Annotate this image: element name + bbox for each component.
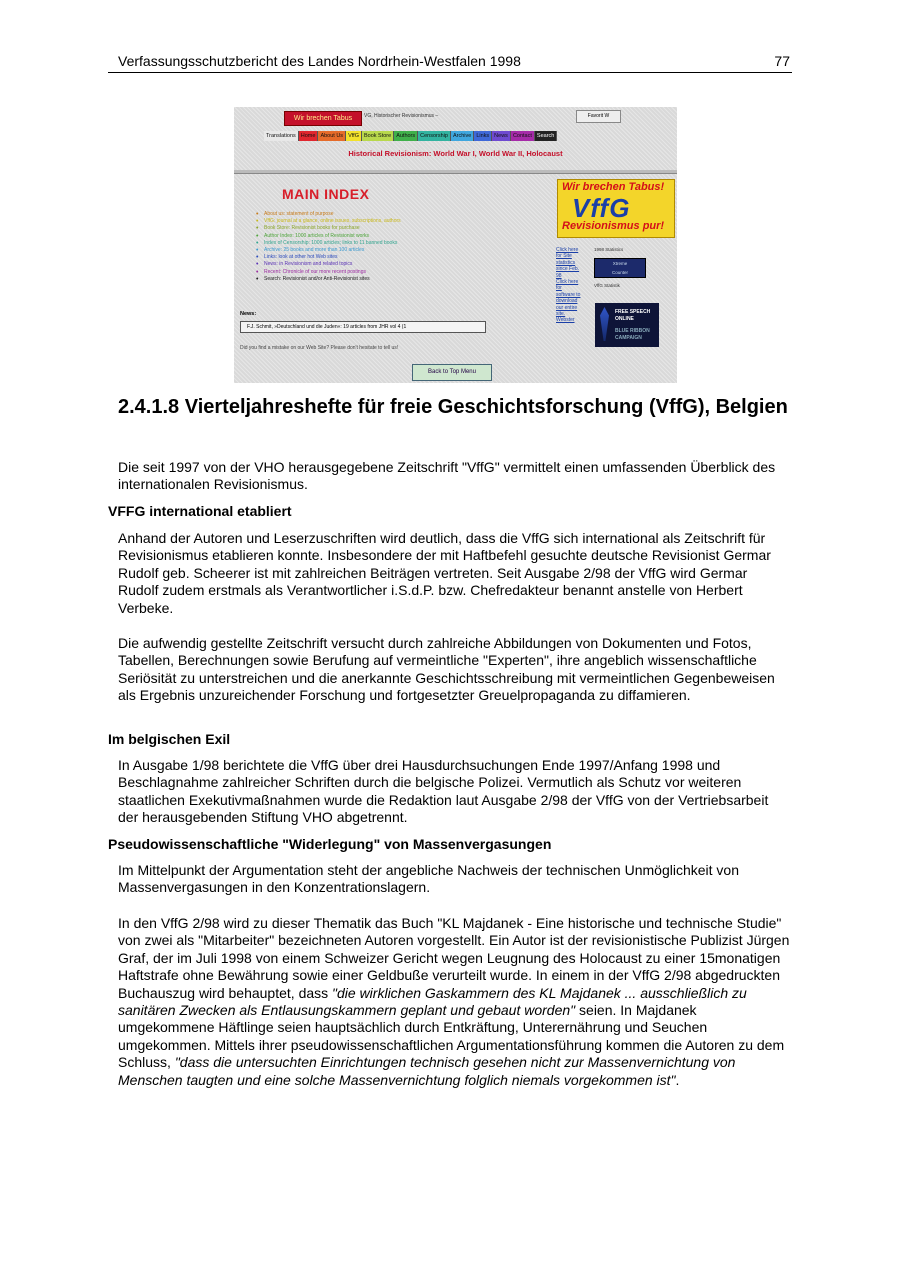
figure-side-link: Click here [556,247,579,253]
figure-nav-item: About Us [318,131,346,141]
figure-nav-item: Links [474,131,492,141]
figure-side-link: for [556,285,562,292]
figure-news-label: News: [240,311,257,317]
figure-side-link: since Feb. [556,266,580,273]
counter-line2: Counter [611,270,628,275]
figure-side-link: software to [556,291,581,298]
blue-ribbon-icon [600,307,609,341]
figure-side-link: Webster [556,317,575,324]
figure-main-index-title: MAIN INDEX [282,186,370,202]
vffg-logo-line1: Wir brechen Tabus! [562,181,665,193]
figure-side-link: statistics [556,259,576,266]
figure-nav-item: Contact [511,131,535,141]
figure-back-to-top-button: Back to Top Menu [412,364,492,381]
majdanek-text-1: In den VffG 2/98 wird zu dieser Thematik das Buch "KL Majdanek - Eine historische und technische Studie" von zwei als "Mitarbeiter" bezeichneten Autoren vorgestellt. Ein Autor ist der revisionistische Publizist Jürgen Graf, der im Juli 1998 von einem Schweizer Gericht wegen Leugnung des Holocaust zu einer 15monatigen Haftstrafe ohne Bewährung sowie einer Geldbuße verurteilt wurde. In einem in der VffG 2/98 abgedruckten Buchauszug wird behauptet, dass [118,915,790,1001]
free-speech-text: FREE SPEECH ONLINE [615,309,651,322]
majdanek-quote-2: "dass die untersuchten Einrichtungen technisch gesehen nicht zur Massenvernichtung von Menschen taugten und eine solche Massenvernichtung folglich niemals vorgekommen ist" [118,1054,736,1088]
running-title: Verfassungsschutzbericht des Landes Nordrhein-Westfalen 1998 [118,53,521,69]
intro-paragraph: Die seit 1997 von der VHO herausgegebene Zeitschrift "VffG" vermittelt einen umfassenden Überblick des internationalen Revisionismus. [118,459,776,493]
figure-side-links [556,247,592,324]
header-rule [108,72,792,73]
subheading-international: VFFG international etabliert [108,503,292,519]
paragraph-argumentation: Im Mittelpunkt der Argumentation steht der angebliche Nachweis der technischen Unmöglichkeit von Massenvergasungen in den Konzentrationslagern. [118,862,739,896]
majdanek-text-2: seien. In Majdanek umgekommene Häftlinge seien hauptsächlich durch Entkräftung, Unterernährung und Seuchen umgekommen. Mittels ihrer pseudowissenschaftlichen Argumentationsführung kommen die Autoren zu dem Schluss, [118,1002,785,1071]
paragraph-journal-method: Die aufwendig gestellte Zeitschrift versucht durch zahlreiche Abbildungen von Dokumenten und Fotos, Tabellen, Berechnungen sowie Berufung auf vermeintliche "Experten", ihre angeblich wissenschaftliche Seriösität zu unterstreichen und die anerkannte Geschichtsschreibung mit vermeintlichen Gegenbeweisen als Ergebnis unzureichender Forschung und fortgesetzter Greuelpropaganda zu diffamieren. [118,635,775,704]
figure-side-caption-2: VffG Statistik [594,283,620,288]
figure-nav-item: News [492,131,511,141]
figure-mistake-note: Did you find a mistake on our Web Site? Please don't hesitate to tell us! [240,345,399,351]
figure-top-bar [234,107,677,129]
figure-side-link: our entire [556,304,578,311]
counter-line1: Xtreme [612,261,628,266]
figure-index-item: • About us: statement of purpose [256,211,566,218]
figure-nav-item: Censorship [418,131,451,141]
figure-index-item: • Author Index: 1000 articles of Revisionist works [256,233,566,240]
figure-top-note: VG, Historischer Revisionismus – [364,113,439,119]
figure-news-box: F.J. Schmit, »Deutschland und die Juden«: 19 articles from JHR vol 4 (1 [240,321,486,333]
figure-nav-item: Archive [451,131,474,141]
figure-index-item: • Book Store: Revisionist books for purchase [256,225,566,232]
vffg-logo [557,179,675,238]
figure-favorite-button: Favorit W [576,110,621,123]
figure-tabus-button: Wir brechen Tabus [284,111,362,126]
figure-subtitle: Historical Revisionism: World War I, World War II, Holocaust [348,149,563,158]
figure-nav-item: Authors [394,131,418,141]
figure-nav-bar [264,131,557,141]
free-speech-banner [595,303,659,347]
subheading-exile: Im belgischen Exil [108,731,231,747]
figure-divider [234,170,677,174]
figure-side-link: Click here [556,279,579,286]
figure-index-list [256,211,566,283]
paragraph-majdanek [118,915,790,1089]
figure-index-item: • Index of Censorship: 1000 articles; links to 11 banned books [256,240,566,247]
figure-index-item: • Search: Revisionist and/or Anti-Revisionist sites [256,276,566,283]
blue-ribbon-text: BLUE RIBBON CAMPAIGN [615,328,650,341]
figure-side-link: 98 [556,272,562,279]
section-title: 2.4.1.8 Vierteljahreshefte für freie Geschichtsforschung (VffG), Belgien [118,396,788,418]
figure-nav-item: Home [299,131,319,141]
subheading-pseudoscience: Pseudowissenschaftliche "Widerlegung" von Massenvergasungen [108,836,552,852]
majdanek-quote-1: "die wirklichen Gaskammern des KL Majdanek ... ausschließlich zu sanitären Zwecken als Entlausungskammern geplant und gebaut worden" [118,984,747,1019]
page-number: 77 [774,53,790,69]
figure-index-item: • Recent: Chronicle of our more recent postings [256,269,566,276]
figure-nav-item: Book Store [362,131,394,141]
figure-nav-item: Translations [264,131,299,141]
figure-side-link: site. [556,311,566,318]
paragraph-international: Anhand der Autoren und Leserzuschriften wird deutlich, dass die VffG sich international als Zeitschrift für Revisionismus etablieren konnte. Insbesondere der mit Haftbefehl gesuchte deutsche Revisionist Germar Rudolf geb. Scheerer ist mit zahlreichen Beiträgen vertreten. Seit Ausgabe 2/98 der VffG wird Germar Rudolf zudem erstmals als Verantwortlicher i.S.d.P. bzw. Chefredakteur benannt anstelle von Herbert Verbeke. [118,530,771,616]
paragraph-exile: In Ausgabe 1/98 berichtete die VffG über drei Hausdurchsuchungen Ende 1997/Anfang 1998 und Beschlagnahme zahlreicher Schriften durch die belgische Polizei. Vermutlich als Schutz vor weiteren staatlichen Exekutivmaßnahmen wurde die Redaktion laut Ausgabe 2/98 der VffG von der Vertriebsarbeit der herausgebenden Stiftung VHO abgetrennt. [118,757,769,826]
figure-nav-item: Search [535,131,557,141]
vffg-logo-line2: VffG [572,193,631,223]
website-screenshot-figure [234,107,677,383]
figure-side-caption: 1998 Statistics [594,247,624,252]
figure-index-item: • VffG: journal at a glance, online issues, subscriptions, authors [256,218,566,225]
figure-side-link: for Site [556,253,572,260]
vffg-logo-line3: Revisionismus pur! [562,220,665,232]
figure-nav-item: VffG [346,131,362,141]
figure-side-link: download [556,298,578,305]
figure-index-item: • Links: look at other hot Web sites [256,254,566,261]
majdanek-text-3: . [675,1071,680,1088]
figure-index-item: • Archive: 25 books and more than 100 articles [256,247,566,254]
figure-counter-badge [594,258,646,278]
figure-index-item: • News: in Revisionism and related topics [256,261,566,268]
page-header [118,53,790,70]
